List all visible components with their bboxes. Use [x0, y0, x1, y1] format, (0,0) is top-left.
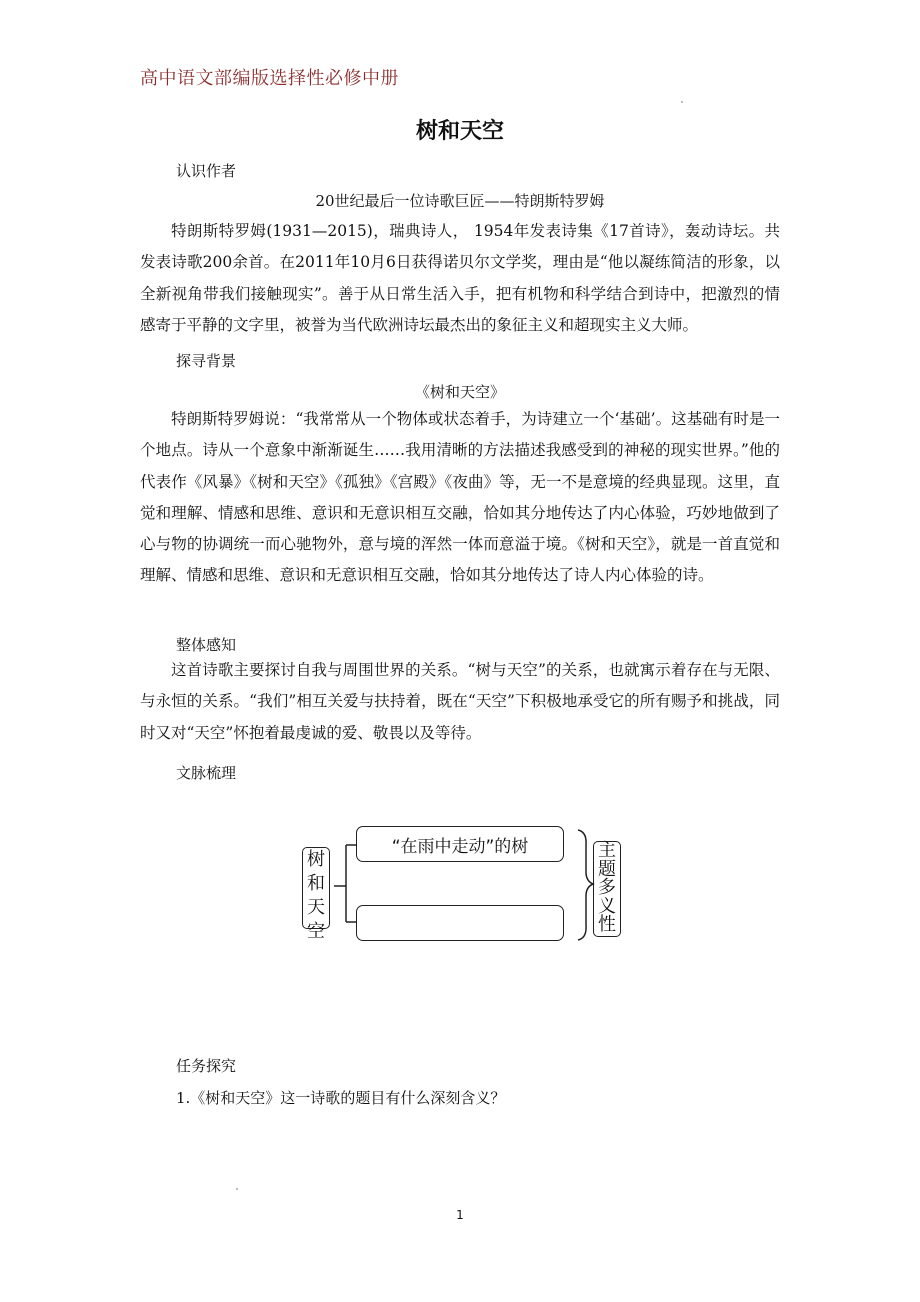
- page-title: 树和天空: [415, 119, 504, 144]
- scan-speck: [236, 1188, 238, 1190]
- background-heading: 《树和天空》: [414, 383, 505, 401]
- question-1: 1.《树和天空》这一诗歌的题目有什么深刻含义？: [176, 1089, 506, 1107]
- section-label-background: 探寻背景: [176, 352, 237, 370]
- diagram-branch-top: “在雨中走动”的树: [356, 826, 564, 862]
- scan-speck: [681, 101, 683, 103]
- section-label-structure: 文脉梳理: [176, 764, 237, 782]
- author-heading: 20世纪最后一位诗歌巨匠——特朗斯特罗姆: [315, 192, 605, 210]
- section-label-perception: 整体感知: [176, 636, 237, 654]
- page-number: 1: [456, 1208, 464, 1222]
- background-paragraph: 特朗斯特罗姆说：“我常常从一个物体或状态着手，为诗建立一个‘基础’。这基础有时是一个地点。诗从一个意象中渐渐诞生……我用清晰的方法描述我感受到的神秘的现实世界。”他的代表作《风暴》《树和天空》《孤独》《宫殿》《夜曲》等，无一不是意境的经典显现。这里，直觉和理解、情感和思维、意识和无意识相互交融，恰如其分地传达了内心体验，巧妙地做到了心与物的协调统一而心驰物外，意与境的浑然一体而意溢于境。《树和天空》，就是一首直觉和理解、情感和思维、意识和无意识相互交融，恰如其分地传达了诗人内心体验的诗。: [140, 410, 780, 585]
- author-paragraph: 特朗斯特罗姆(1931—2015)，瑞典诗人， 1954年发表诗集《17首诗》，轰动诗坛。共发表诗歌200余首。在2011年10月6日获得诺贝尔文学奖，理由是“他以凝练简洁的形象，以全新视角带我们接触现实”。善于从日常生活入手，把有机物和科学结合到诗中，把激烈的情感寄于平静的文字里，被誉为当代欧洲诗坛最杰出的象征主义和超现实主义大师。: [140, 222, 780, 334]
- document-header: 高中语文部编版选择性必修中册: [140, 68, 399, 89]
- diagram-branch-bottom: [356, 905, 564, 941]
- section-label-task: 任务探究: [176, 1057, 237, 1075]
- section-label-author: 认识作者: [176, 162, 237, 180]
- perception-paragraph: 这首诗歌主要探讨自我与周围世界的关系。“树与天空”的关系，也就寓示着存在与无限、与永恒的关系。“我们”相互关爱与扶持着，既在“天空”下积极地承受它的所有赐予和挑战，同时又对“天空”怀抱着最虔诚的爱、敬畏以及等待。: [140, 661, 780, 742]
- diagram-root-box: 树和天空: [302, 847, 330, 929]
- diagram-theme-box: 主题多义性: [593, 841, 621, 937]
